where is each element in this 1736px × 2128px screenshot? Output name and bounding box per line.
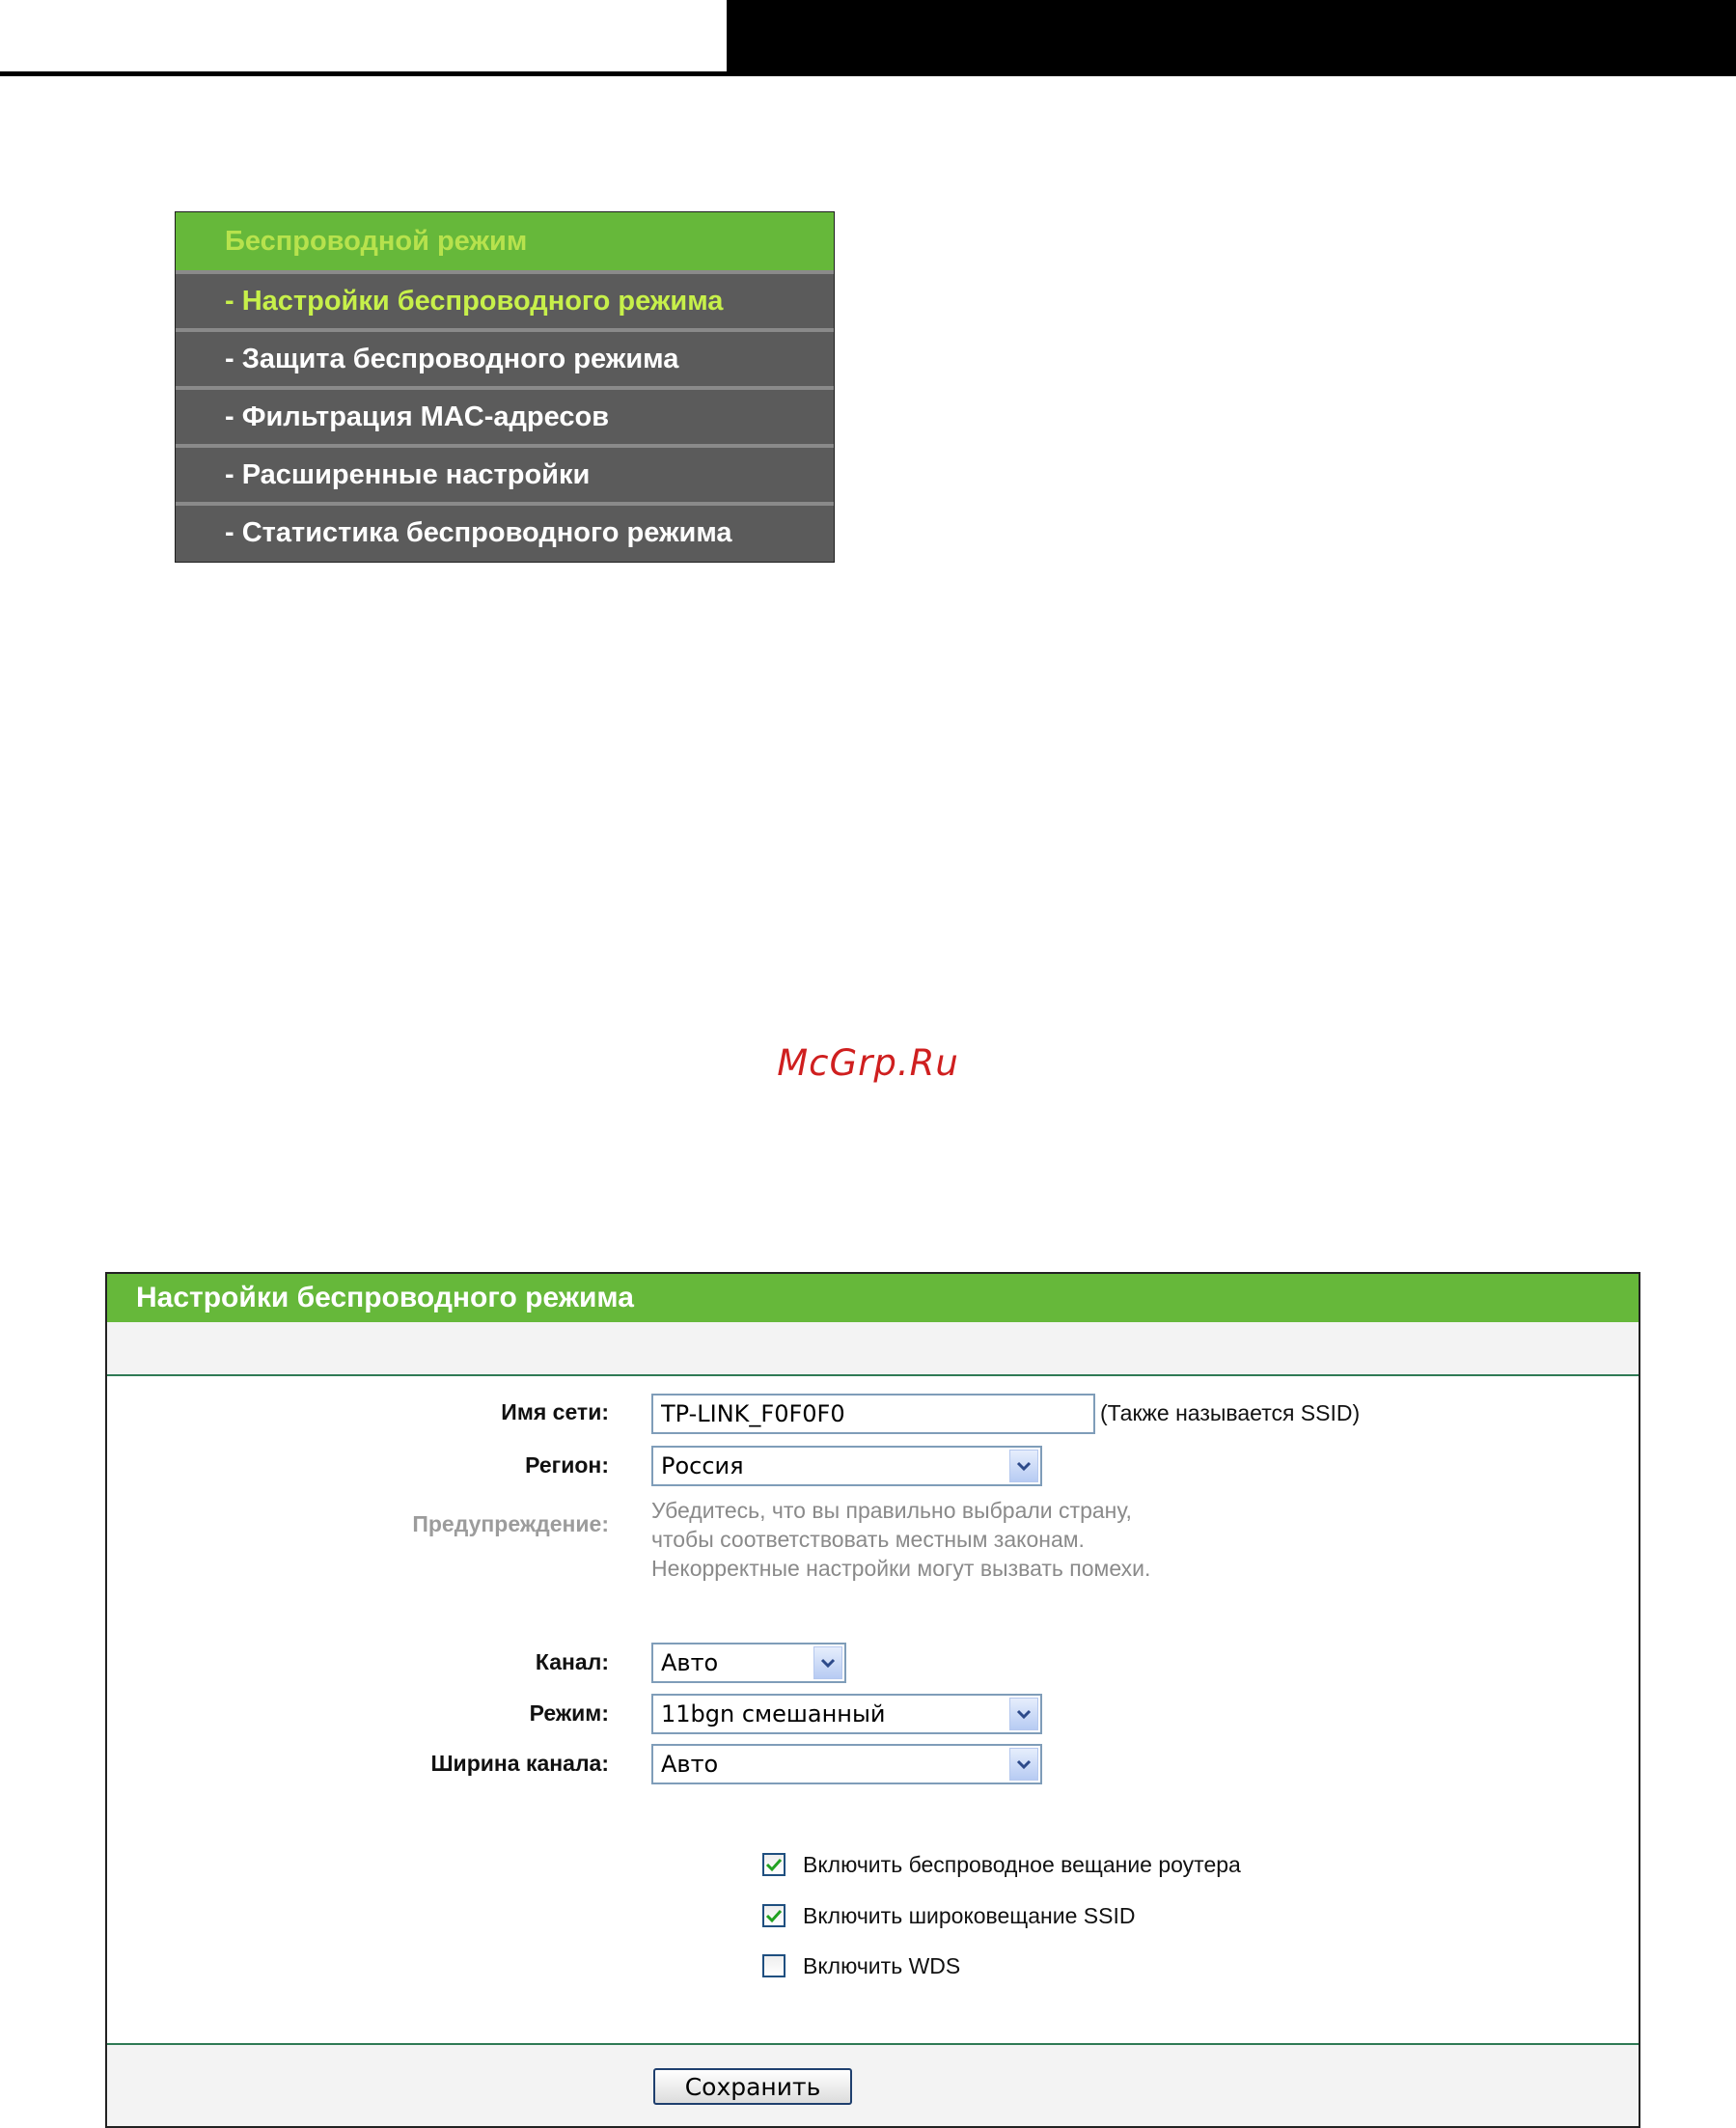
save-button[interactable]: Сохранить [653,2068,852,2105]
panel-footer [107,2045,1639,2126]
checkbox[interactable] [762,1904,785,1927]
enable-wireless-radio-checkbox[interactable] [762,1850,1241,1879]
mode-label: Режим: [529,1700,609,1726]
chevron-down-icon[interactable] [1009,1450,1038,1482]
ssid-input[interactable] [651,1394,1095,1434]
checkbox-label: Включить широковещание SSID [803,1902,1136,1928]
ssid-hint: (Также называется SSID) [1100,1400,1361,1425]
enable-wds-checkbox[interactable] [762,1951,960,1980]
menu-item-wireless-security[interactable]: - Защита беспроводного режима [225,344,679,374]
warning-line: Некорректные настройки могут вызвать помехи. [651,1556,1151,1581]
mode-select[interactable] [651,1694,1042,1734]
chevron-down-icon[interactable] [1009,1748,1038,1781]
menu-item-wireless-settings[interactable]: - Настройки беспроводного режима [225,286,724,317]
panel-title: Настройки беспроводного режима [107,1274,1639,1322]
checkmark-icon [765,1908,783,1923]
warning-label: Предупреждение: [412,1511,609,1536]
warning-line: Убедитесь, что вы правильно выбрали страну, [651,1498,1132,1523]
wireless-settings-panel [105,1272,1640,2128]
channel-width-value: Авто [661,1751,719,1778]
ssid-label: Имя сети: [501,1399,609,1424]
checkbox[interactable] [762,1954,785,1977]
channel-width-label: Ширина канала: [430,1751,609,1776]
menu-heading[interactable]: Беспроводной режим [176,212,834,270]
menu-item-mac-filtering[interactable]: - Фильтрация MAC-адресов [225,401,610,432]
chevron-down-icon[interactable] [1009,1698,1038,1730]
header-rule [0,71,1736,76]
channel-width-select[interactable] [651,1744,1042,1784]
enable-ssid-broadcast-checkbox[interactable] [762,1901,1135,1930]
menu-item-wireless-statistics[interactable]: - Статистика беспроводного режима [225,517,732,548]
region-select[interactable] [651,1446,1042,1486]
mode-value: 11bgn смешанный [661,1700,886,1727]
checkmark-icon [765,1857,783,1872]
channel-value: Авто [661,1649,719,1676]
checkbox-label: Включить беспроводное вещание роутера [803,1851,1241,1877]
channel-label: Канал: [535,1649,609,1674]
header-left-band [0,0,727,71]
watermark: McGrp.Ru [777,1042,959,1084]
chevron-down-icon[interactable] [813,1646,842,1679]
region-label: Регион: [525,1452,609,1478]
region-value: Россия [661,1452,744,1479]
warning-line: чтобы соответствовать местным законам. [651,1527,1085,1552]
header-right-band [727,0,1736,71]
menu-item-advanced-settings[interactable]: - Расширенные настройки [225,459,591,490]
channel-select[interactable] [651,1643,846,1683]
checkbox[interactable] [762,1853,785,1876]
panel-divider-top [107,1374,1639,1376]
checkbox-label: Включить WDS [803,1952,961,1978]
wireless-menu [175,211,835,563]
panel-subheader [107,1322,1639,1374]
